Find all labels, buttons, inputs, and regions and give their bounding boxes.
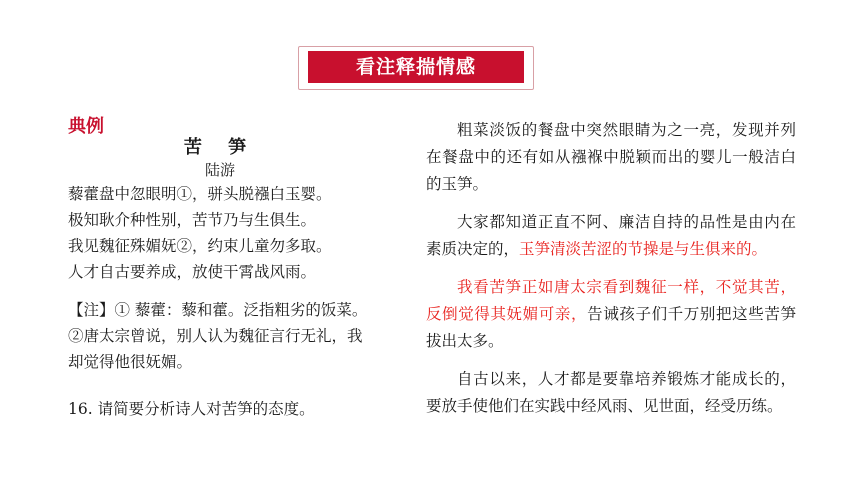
text-normal: 告诫孩子们千万别把这些苦笋拔出太多。 — [426, 305, 796, 350]
text-highlight: 我看苦笋正如唐太宗看到魏征一样，不觉其苦，反倒觉得其妩媚可亲， — [426, 278, 796, 323]
poem-line: 藜藿盘中忽眼明①，骈头脱襁白玉婴。 — [68, 185, 332, 203]
text-normal: 大家都知道正直不阿、廉洁自持的品性是由内在素质决定的， — [426, 213, 796, 258]
annotation-note: 【注】① 藜藿：藜和藿。泛指粗劣的饭菜。②唐太宗曾说，别人认为魏征言行无礼，我却觉得他很妩媚。 — [68, 301, 368, 371]
poem-line: 我见魏征殊媚妩②，约束儿童勿多取。 — [68, 237, 332, 255]
poem-line: 极知耿介种性别，苦节乃与生俱生。 — [68, 211, 317, 229]
translation-paragraph-4: 自古以来，人才都是要靠培养锻炼才能成长的，要放手使他们在实践中经风雨、见世面，经受历练。 — [426, 370, 796, 415]
poem-author: 陆游 — [204, 161, 235, 179]
poem-title: 苦 笋 — [183, 137, 257, 158]
question-text: 16. 请简要分析诗人对苦笋的态度。 — [68, 400, 315, 418]
page-title: 看注释揣情感 — [308, 51, 524, 83]
translation-paragraph-1: 粗菜淡饭的餐盘中突然眼睛为之一亮，发现并列在餐盘中的还有如从襁褓中脱颖而出的婴儿一般洁白的玉笋。 — [426, 121, 796, 193]
section-label: 典例 — [68, 116, 104, 137]
text-highlight: 玉笋清淡苦涩的节操是与生俱来的。 — [519, 240, 768, 258]
translation-panel — [426, 117, 796, 431]
poem-line: 人才自古要养成，放使干霄战风雨。 — [68, 263, 317, 281]
translation-paragraph-3 — [426, 274, 796, 355]
translation-paragraph-2 — [426, 209, 796, 263]
poem-body — [68, 181, 332, 285]
